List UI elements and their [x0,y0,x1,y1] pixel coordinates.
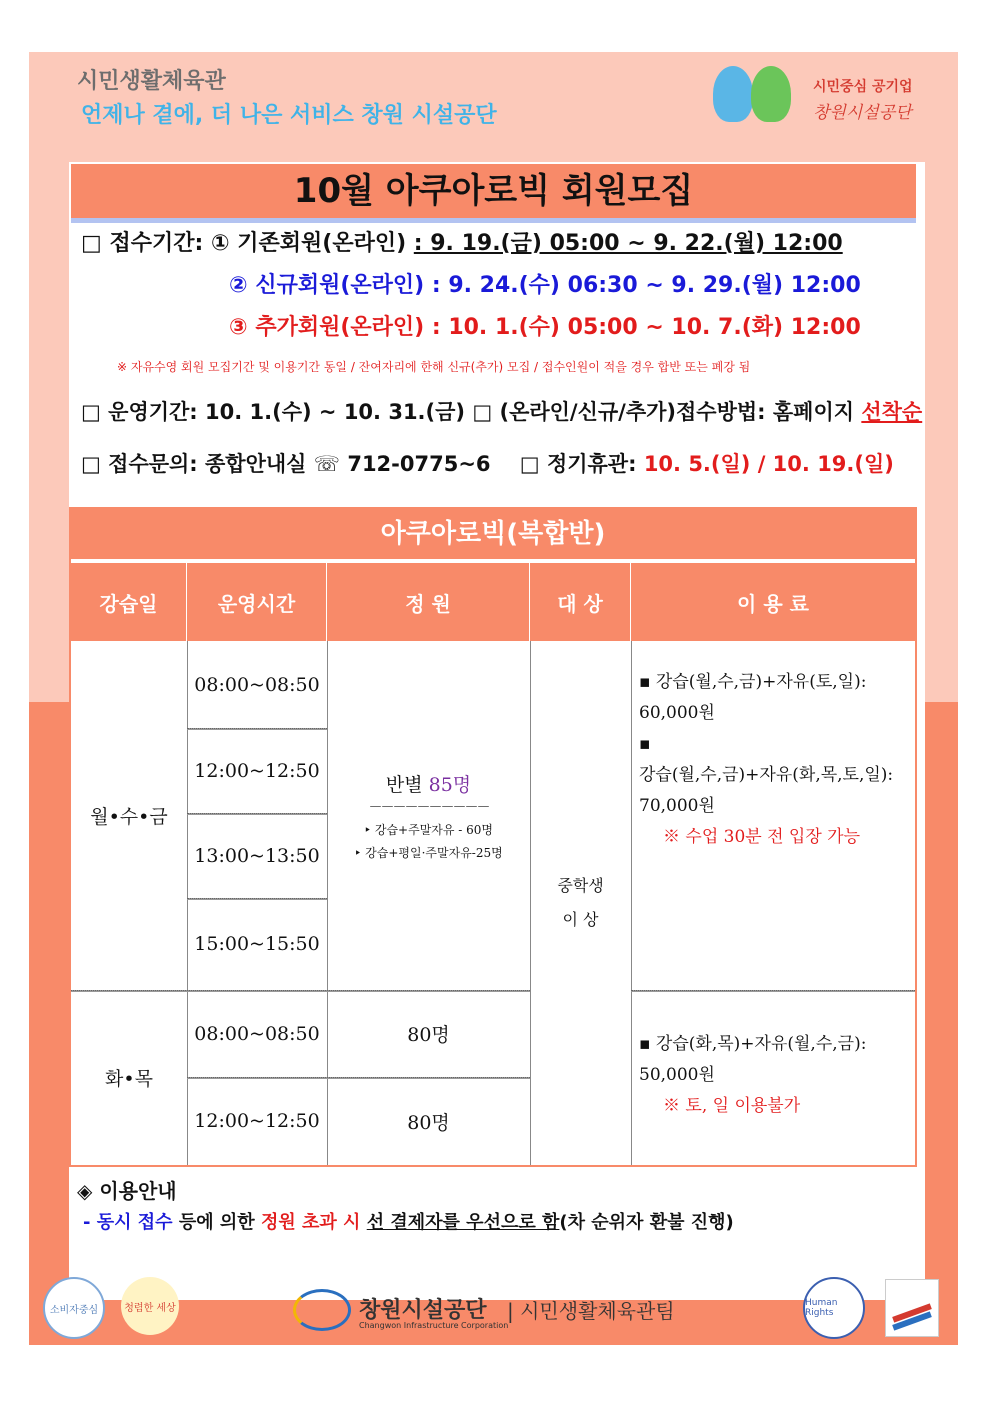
mascot-blue-icon [713,66,753,122]
header-target: 대 상 [530,563,631,641]
usage-guide-text [83,1208,734,1234]
time-slot: 13:00~13:50 [194,844,320,867]
footer-corp-en: Changwon Infrastructure Corporation [359,1321,509,1330]
header-class-days: 강습일 [71,563,187,641]
header-capacity: 정 원 [327,563,530,641]
corporation-logo [713,62,923,132]
human-rights-badge-icon [803,1277,865,1339]
fee-price: 70,000원 [639,796,715,816]
operation-period: 10. 1.(수) ~ 10. 31.(금) [205,400,466,424]
time-slot: 12:00~12:50 [194,1110,320,1132]
target-line: 중학생 [557,876,604,895]
fee-group-2 [639,1029,911,1122]
operation-label: □ 운영기간: [81,400,198,424]
registration-type-1: 기존회원(온라인) [237,231,407,256]
fee-bullet: ▪ [639,734,651,754]
footer [29,1277,958,1337]
fee-group-1 [639,667,911,853]
badge-label: Human Rights [805,1298,838,1318]
time-slot: 15:00~15:50 [194,933,320,955]
integrity-badge-icon [121,1277,179,1335]
operation-row [81,396,922,426]
divider [631,990,915,992]
badge-label: 청렴한 세상 [124,1302,176,1314]
fee-note: ※ 수업 30분 전 입장 가능 [663,827,861,847]
inquiry-phone: 종합안내실 ☏ 712-0775~6 [205,452,491,476]
footer-team [507,1295,675,1324]
capacity-group-1 [327,641,530,990]
guide-prefix: - [83,1212,97,1233]
content-panel [69,162,925,1300]
usage-guide-heading: ◈ 이용안내 [77,1179,177,1203]
capacity-detail: ‣ 강습+주말자유 - 60명 [363,823,494,837]
fee-price: 60,000원 [639,703,715,723]
divider [631,641,632,1165]
mascot-green-icon [751,66,791,122]
registration-row-1 [81,226,843,257]
footer-corp-name: 창원시설공단 [359,1298,487,1323]
inquiry-row [81,448,894,478]
registration-type-3: 추가회원(온라인) [255,315,425,340]
inquiry-label: □ 접수문의: [81,452,198,476]
logo-tagline: 시민중심 공기업 [813,79,913,95]
guide-part: 정원 초과 시 [260,1212,361,1233]
capacity-value: 80명 [407,1024,450,1046]
fee-line: 강습(월,수,금)+자유(화,목,토,일): [639,765,894,785]
header-fee: 이 용 료 [631,563,915,641]
days-tue-thu: 화•목 [105,1068,153,1090]
guide-part: 선 결제자를 우선으로 함 [366,1212,560,1233]
time-slot: 08:00~08:50 [194,673,320,696]
page-title: 10월 아쿠아로빅 회원모집 [71,164,916,223]
days-mon-wed-fri: 월•수•금 [90,806,168,828]
closed-dates: 10. 5.(일) / 10. 19.(일) [643,452,894,476]
registration-number-1: ① [210,231,230,256]
fee-note: ※ 토, 일 이용불가 [663,1096,801,1116]
fee-line: ▪ 강습(월,수,금)+자유(토,일): [639,672,867,692]
closed-label: □ 정기휴관: [519,452,637,476]
time-slot: 12:00~12:50 [194,759,320,782]
certification-badge-icon [885,1279,939,1337]
registration-period-1: : 9. 19.(금) 05:00 ~ 9. 22.(월) 12:00 [413,231,843,256]
target-line: 이 상 [562,910,599,929]
registration-row-2 [229,268,861,299]
method-value: 홈페이지 [772,400,855,424]
registration-note: ※ 자유수영 회원 모집기간 및 이용기간 동일 / 잔여자리에 한해 신규(추가) 모집 / 접수인원이 적을 경우 합반 또는 폐강 됨 [117,360,751,374]
footer-divider: | [507,1299,514,1323]
guide-part: 동시 접수 [96,1212,173,1233]
capacity-label: 반별 [385,774,423,796]
registration-label: □ 접수기간: [81,231,204,256]
capacity-main [386,770,471,797]
consumer-badge-icon [43,1277,105,1339]
fee-price: 50,000원 [639,1065,715,1085]
guide-part: 등에 의한 [172,1212,261,1233]
schedule-table [69,507,917,1167]
guide-part: (차 순위자 환불 진행) [559,1212,734,1233]
capacity-detail: ‣ 강습+평일·주말자유-25명 [354,846,503,860]
method-highlight: 선착순 [861,400,923,424]
registration-period-2: : 9. 24.(수) 06:30 ~ 9. 29.(월) 12:00 [431,273,861,298]
method-label: □ (온라인/신규/추가)접수방법: [472,400,766,424]
fee-line: ▪ 강습(화,목)+자유(월,수,금): [639,1034,867,1054]
registration-period-3: : 10. 1.(수) 05:00 ~ 10. 7.(화) 12:00 [431,315,861,340]
schedule-title: 아쿠아로빅(복합반) [71,509,915,559]
header-time: 운영시간 [187,563,327,641]
city-emblem-icon [293,1289,351,1331]
poster [29,52,958,1345]
capacity-value: 85명 [428,774,472,796]
department-name: 시민생활체육관 [77,69,226,94]
badge-label: 소비자중심 [49,1304,99,1316]
registration-number-3: ③ [229,315,248,340]
registration-row-3 [229,310,861,341]
logo-name: 창원시설공단 [813,103,912,123]
capacity-divider: －－－－－－－－－－ [368,800,489,816]
slogan: 언제나 곁에, 더 나은 서비스 창원 시설공단 [81,103,497,128]
registration-type-2: 신규회원(온라인) [255,273,425,298]
time-slot: 08:00~08:50 [194,1022,320,1045]
target-cell [530,641,631,1165]
footer-team-name: 시민생활체육관팀 [520,1299,675,1323]
capacity-value: 80명 [407,1111,450,1134]
registration-number-2: ② [229,273,248,298]
